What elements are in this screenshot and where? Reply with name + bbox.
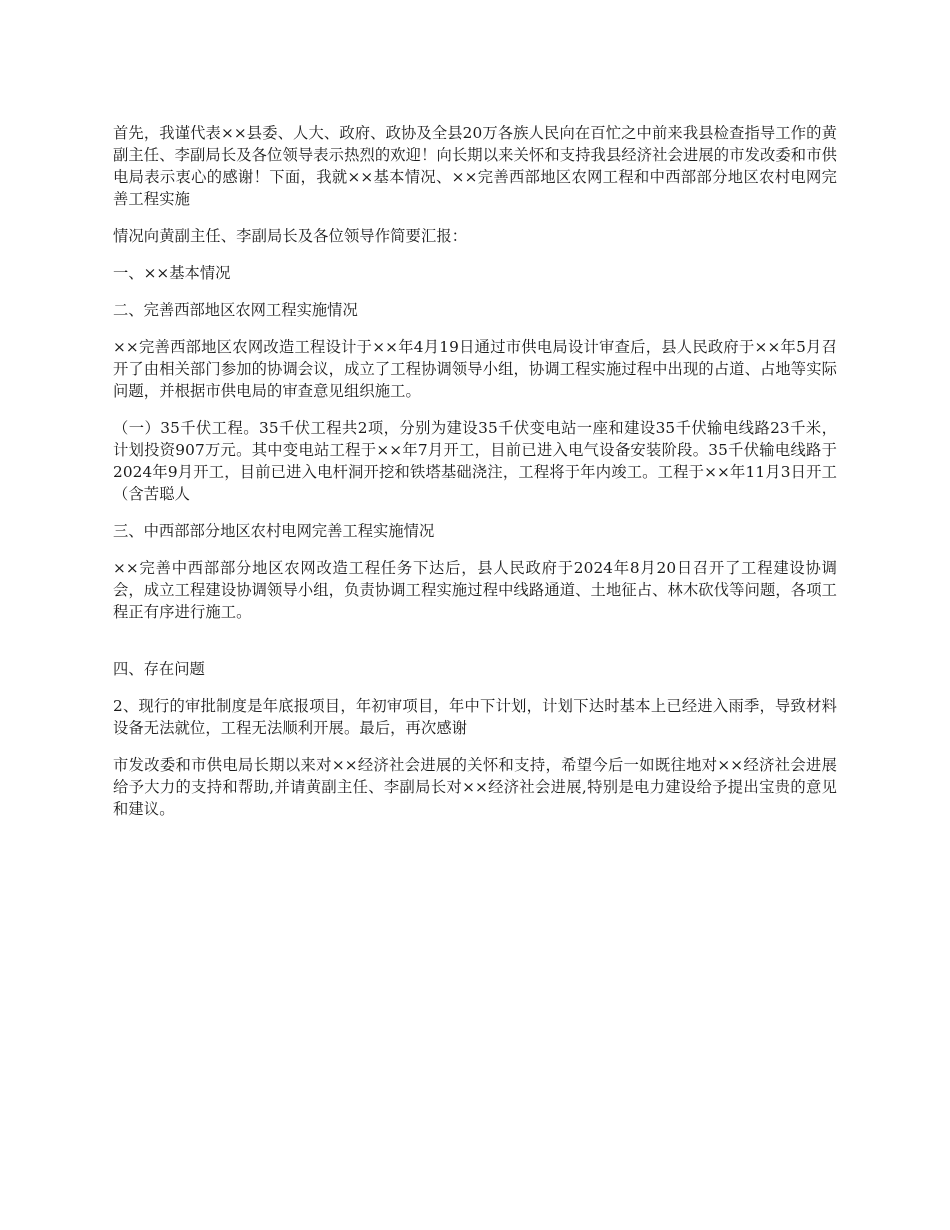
blank-line	[113, 638, 837, 658]
section-heading-western-grid: 二、完善西部地区农网工程实施情况	[113, 301, 358, 319]
section-heading-problems: 四、存在问题	[113, 660, 205, 678]
section-heading-central-western-grid: 三、中西部部分地区农村电网完善工程实施情况	[113, 522, 435, 540]
35kv-project-paragraph: （一）35千伏工程。35千伏工程共2项，分别为建设35千伏变电站一座和建设35千伏输电线路23千米，计划投资907万元。其中变电站工程于××年7月开工，目前已进入电气设备安装阶段。35千伏输电线路于2024年9月开工，目前已进入电杆洞开挖和铁塔基础浇注，工程将于年内竣工。工程于××年11月3日开工（含苦聪人	[113, 419, 837, 503]
document-page	[113, 122, 837, 835]
central-western-grid-paragraph: ××完善中西部部分地区农网改造工程任务下达后，县人民政府于2024年8月20日召开了工程建设协调会，成立工程建设协调领导小组，负责协调工程实施过程中线路通道、土地征占、林木砍伐等问题，各项工程正有序进行施工。	[113, 559, 837, 621]
approval-system-paragraph: 2、现行的审批制度是年底报项目，年初审项目，年中下计划，计划下达时基本上已经进入雨季，导致材料设备无法就位，工程无法顺利开展。最后，再次感谢	[113, 697, 837, 737]
intro-continuation-paragraph: 情况向黄副主任、李副局长及各位领导作简要汇报：	[113, 227, 468, 245]
western-grid-paragraph: ××完善西部地区农网改造工程设计于××年4月19日通过市供电局设计审查后，县人民政府于××年5月召开了由相关部门参加的协调会议，成立了工程协调领导小组，协调工程实施过程中出现的占道、占地等实际问题，并根据市供电局的审查意见组织施工。	[113, 338, 837, 400]
closing-paragraph: 市发改委和市供电局长期以来对××经济社会进展的关怀和支持，希望今后一如既往地对××经济社会进展给予大力的支持和帮助,并请黄副主任、李副局长对××经济社会进展,特别是电力建设给予提出宝贵的意见和建议。	[113, 756, 837, 818]
intro-paragraph: 首先，我谨代表××县委、人大、政府、政协及全县20万各族人民向在百忙之中前来我县检查指导工作的黄副主任、李副局长及各位领导表示热烈的欢迎！向长期以来关怀和支持我县经济社会进展的市发改委和市供电局表示衷心的感谢！下面，我就××基本情况、××完善西部地区农网工程和中西部部分地区农村电网完善工程实施	[113, 124, 837, 208]
section-heading-basic-situation: 一、××基本情况	[113, 264, 231, 282]
